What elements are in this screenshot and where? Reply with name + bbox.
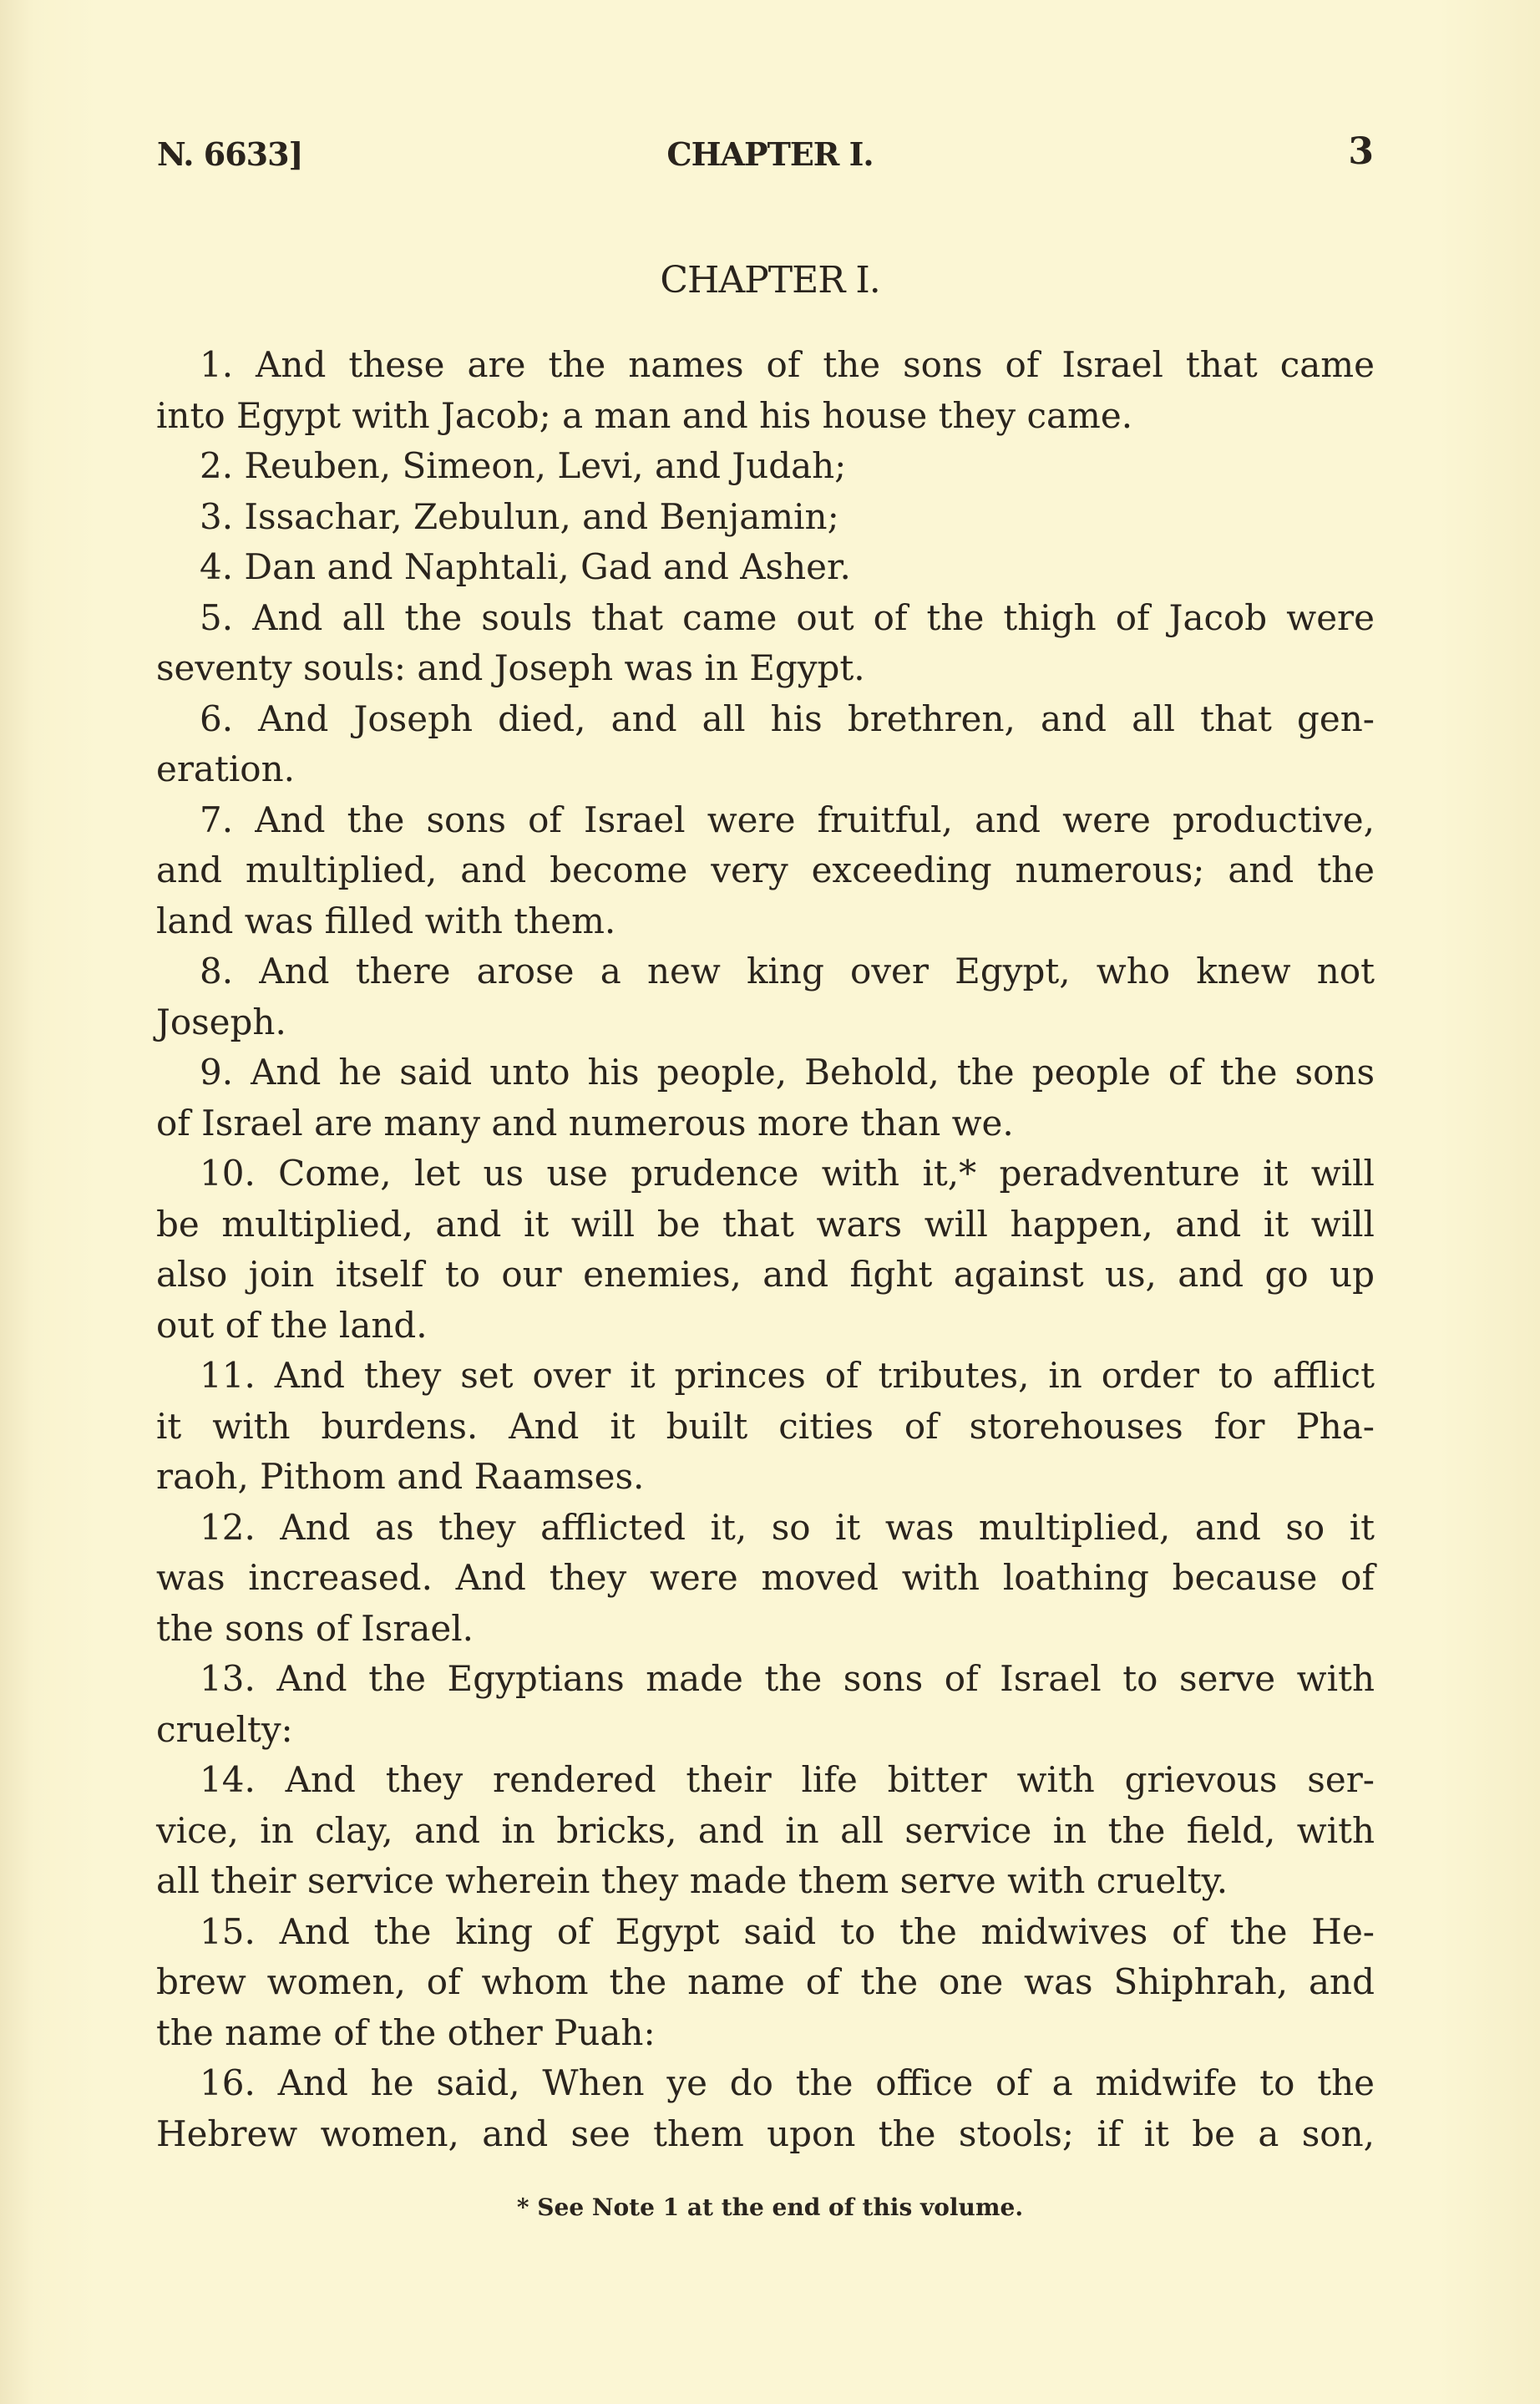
text-line: the name of the other Puah: [156, 2011, 656, 2053]
text-line: out of the land. [156, 1304, 428, 1346]
text-line: vice, in clay, and in bricks, and in all service in the field, with [156, 1809, 1375, 1851]
text-line: brew women, of whom the name of the one was Shiphrah, and [156, 1961, 1375, 2002]
running-header-title: CHAPTER I. [666, 135, 874, 173]
text-line: Hebrew women, and see them upon the stools; if it be a son, [156, 2112, 1375, 2154]
text-line: be multiplied, and it will be that wars will happen, and it will [156, 1203, 1375, 1245]
verse-paragraph [156, 2058, 1375, 2159]
text-line: 11. And they set over it princes of tributes, in order to afflict [200, 1355, 1375, 1396]
text-line: raoh, Pithom and Raamses. [156, 1456, 645, 1497]
text-line: 13. And the Egyptians made the sons of Israel to serve with [200, 1658, 1375, 1699]
text-line: 14. And they rendered their life bitter with grievous ser- [200, 1759, 1375, 1800]
verse-paragraph [156, 441, 1375, 492]
text-line: was increased. And they were moved with loathing because of [156, 1557, 1375, 1598]
text-line: eration. [156, 748, 295, 789]
verse-paragraph [156, 593, 1375, 694]
verse-paragraph [156, 1654, 1375, 1755]
verse-paragraph [156, 795, 1375, 947]
text-line: all their service wherein they made them serve with cruelty. [156, 1860, 1228, 1901]
chapter-heading: CHAPTER I. [660, 259, 880, 302]
text-line: 8. And there arose a new king over Egypt, who knew not [200, 951, 1375, 992]
text-line: 10. Come, let us use prudence with it,* peradventure it will [200, 1153, 1375, 1194]
text-line: seventy souls: and Joseph was in Egypt. [156, 647, 865, 688]
text-line: also join itself to our enemies, and fight against us, and go up [156, 1254, 1375, 1295]
verse-paragraph [156, 1907, 1375, 2059]
text-line: into Egypt with Jacob; a man and his house they came. [156, 394, 1133, 436]
text-line: Joseph. [156, 1001, 286, 1042]
text-line: land was filled with them. [156, 900, 616, 941]
text-line: 5. And all the souls that came out of the thigh of Jacob were [200, 596, 1375, 638]
text-line: 4. Dan and Naphtali, Gad and Asher. [200, 546, 851, 587]
text-line: 9. And he said unto his people, Behold, the people of the sons [200, 1052, 1375, 1093]
text-line: and multiplied, and become very exceeding numerous; and the [156, 850, 1375, 890]
text-line: of Israel are many and numerous more than we. [156, 1102, 1014, 1144]
text-line: 6. And Joseph died, and all his brethren, and all that gen- [200, 697, 1375, 739]
text-line: 12. And as they afflicted it, so it was multiplied, and so it [200, 1506, 1375, 1548]
verse-paragraph [156, 1149, 1375, 1351]
running-header-left: N. 6633] [157, 135, 303, 173]
verse-paragraph [156, 492, 1375, 543]
body-text [156, 340, 1375, 2159]
page-number: 3 [1348, 130, 1373, 173]
text-line: cruelty: [156, 1708, 293, 1750]
text-line: 7. And the sons of Israel were fruitful, and were productive, [200, 799, 1375, 840]
text-line: it with burdens. And it built cities of storehouses for Pha- [156, 1405, 1375, 1447]
verse-paragraph [156, 1047, 1375, 1149]
verse-paragraph [156, 694, 1375, 795]
text-line: 16. And he said, When ye do the office of a midwife to the [200, 2062, 1375, 2103]
verse-paragraph [156, 542, 1375, 593]
verse-paragraph [156, 946, 1375, 1047]
verse-paragraph [156, 1351, 1375, 1503]
text-line: 2. Reuben, Simeon, Levi, and Judah; [200, 445, 847, 486]
verse-paragraph [156, 340, 1375, 441]
text-line: the sons of Israel. [156, 1607, 474, 1649]
footnote: * See Note 1 at the end of this volume. [516, 2194, 1024, 2221]
text-line: 1. And these are the names of the sons of Israel that came [200, 344, 1375, 385]
verse-paragraph [156, 1503, 1375, 1655]
text-line: 3. Issachar, Zebulun, and Benjamin; [200, 495, 839, 537]
verse-paragraph [156, 1755, 1375, 1907]
text-line: 15. And the king of Egypt said to the midwives of the He- [200, 1910, 1375, 1952]
